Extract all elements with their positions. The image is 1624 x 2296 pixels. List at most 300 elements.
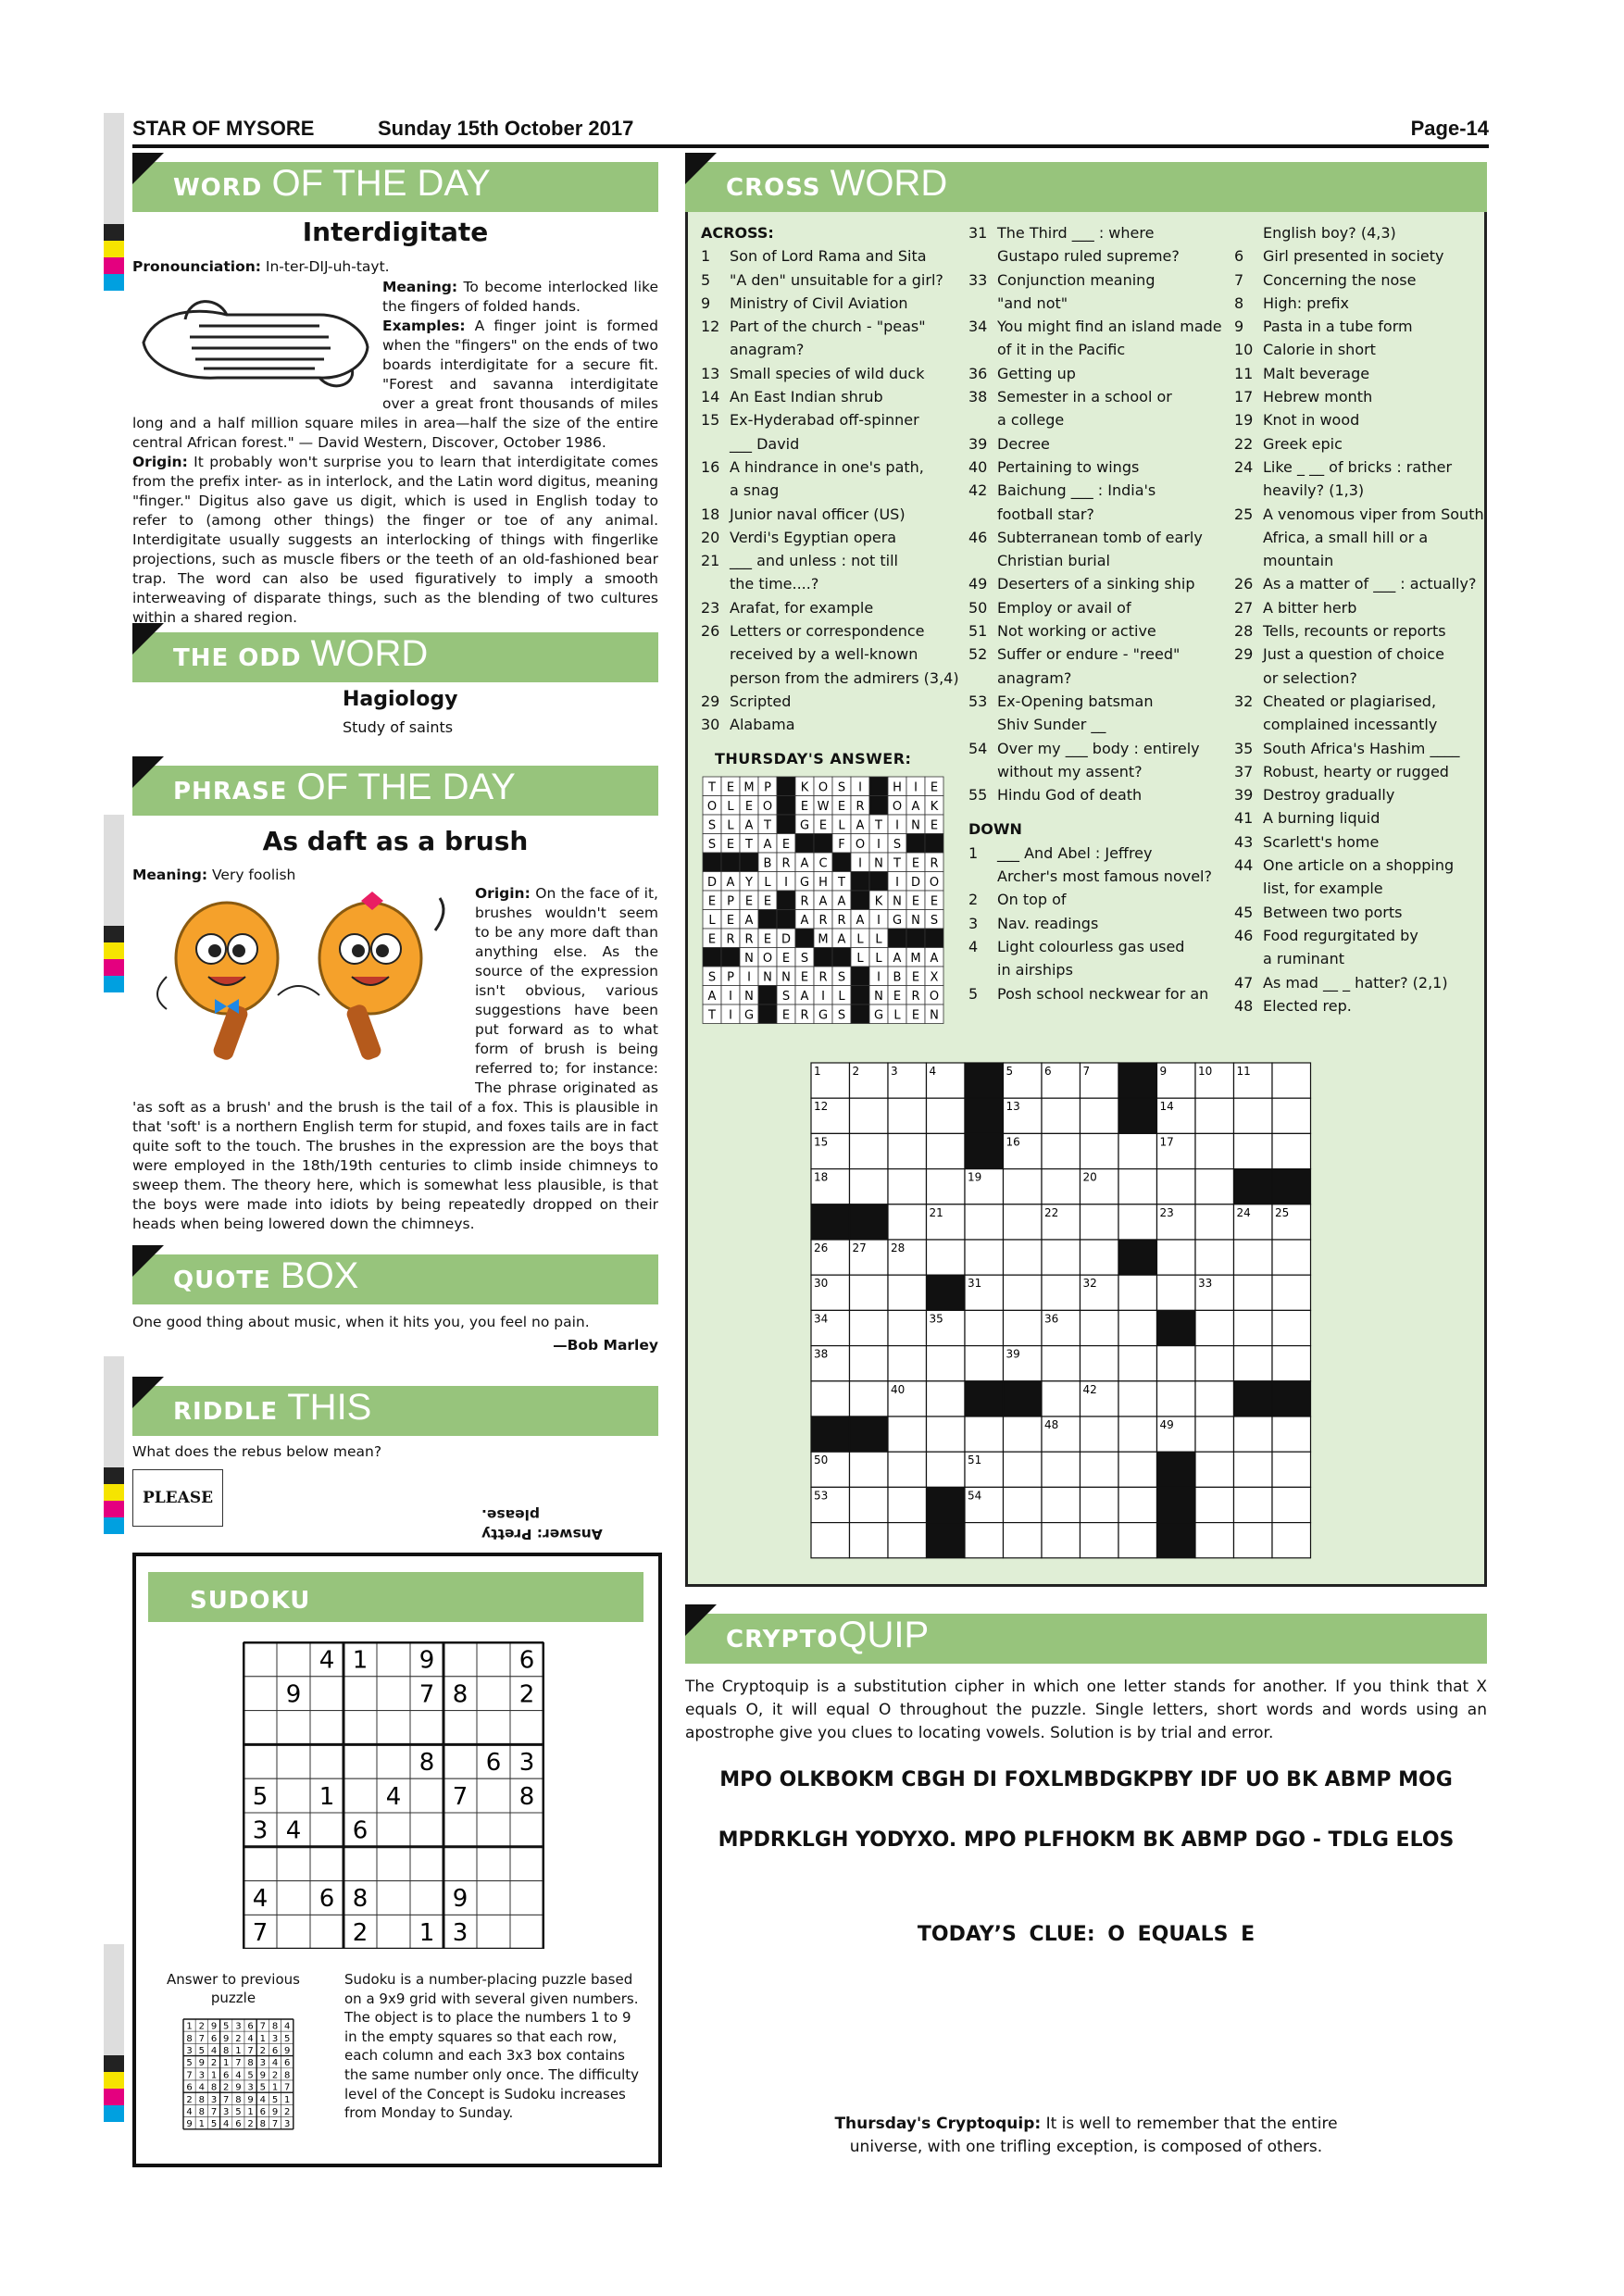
crossword-number: 33 — [1198, 1277, 1213, 1291]
crossword-cell[interactable] — [850, 1310, 889, 1345]
crossword-cell[interactable] — [927, 1133, 966, 1168]
page-number: Page-14 — [1410, 117, 1489, 140]
crossword-cell[interactable] — [1272, 1275, 1311, 1310]
odd-word-title: Hagiology — [343, 688, 458, 711]
clue-line: 32 Cheated or plagiarised, — [1234, 692, 1437, 710]
crossword-cell[interactable] — [850, 1098, 889, 1133]
crossword-cell[interactable] — [1042, 1523, 1081, 1558]
clue-line: 31 The Third ___ : where — [968, 224, 1155, 242]
clue-line: 45 Between two ports — [1234, 903, 1403, 921]
sudoku-grid[interactable] — [243, 1641, 544, 1949]
crossword-cell[interactable] — [1157, 1240, 1196, 1275]
sudoku-cell[interactable] — [244, 1847, 277, 1881]
sudoku-digit: 9 — [285, 1680, 302, 1709]
crossword-cell[interactable] — [965, 1240, 1004, 1275]
crossword-cell[interactable] — [1118, 1275, 1157, 1310]
sudoku-digit: 4 — [285, 1816, 302, 1845]
answer-cell — [758, 1004, 777, 1024]
sudoku-cell[interactable] — [477, 1778, 510, 1813]
sudoku-answer-digit: 6 — [259, 2106, 266, 2117]
answer-letter: G — [818, 1008, 829, 1023]
answer-letter: T — [893, 856, 901, 871]
crossword-cell[interactable] — [1272, 1452, 1311, 1487]
answer-letter: E — [707, 932, 717, 947]
answer-cell — [851, 986, 869, 1005]
sudoku-digit: 1 — [319, 1782, 335, 1811]
crossword-cell[interactable] — [1004, 1240, 1043, 1275]
crossword-cell[interactable] — [1272, 1133, 1311, 1168]
crossword-number: 17 — [1159, 1135, 1174, 1149]
crossword-cell[interactable] — [1004, 1416, 1043, 1452]
sudoku-cell[interactable] — [344, 1778, 377, 1813]
answer-letter: T — [875, 818, 882, 833]
sudoku-cell[interactable] — [344, 1847, 377, 1881]
clue-line: in airships — [997, 961, 1073, 980]
crossword-cell[interactable] — [1004, 1487, 1043, 1522]
sudoku-cell[interactable] — [244, 1744, 277, 1778]
answer-letter: T — [764, 818, 771, 833]
sudoku-answer-digit: 4 — [186, 2106, 193, 2117]
crossword-cell[interactable] — [1234, 1275, 1273, 1310]
crossword-cell[interactable] — [1004, 1452, 1043, 1487]
crossword-cell[interactable] — [1004, 1275, 1043, 1310]
crossword-cell[interactable] — [888, 1416, 927, 1452]
sudoku-digit: 7 — [252, 1919, 269, 1947]
clue-line: 18 Junior naval officer (US) — [701, 505, 906, 523]
sudoku-cell[interactable] — [277, 1915, 310, 1949]
crossword-cell[interactable] — [1234, 1523, 1273, 1558]
crossword-cell[interactable] — [1157, 1346, 1196, 1381]
crossword-cell[interactable] — [1234, 1310, 1273, 1345]
crossword-cell[interactable] — [1234, 1416, 1273, 1452]
sudoku-digit: 7 — [452, 1782, 468, 1811]
crossword-cell[interactable] — [888, 1487, 927, 1522]
cryptoquip-header: CRYPTOQUIP — [685, 1614, 1487, 1664]
sudoku-cell[interactable] — [277, 1847, 310, 1881]
crossword-cell[interactable] — [927, 1452, 966, 1487]
sudoku-cell[interactable] — [377, 1813, 410, 1847]
crossword-number: 21 — [929, 1205, 943, 1219]
crossword-cell[interactable] — [1042, 1346, 1081, 1381]
sudoku-answer-digit: 6 — [271, 2045, 279, 2056]
answer-cell — [888, 929, 906, 948]
crossword-cell[interactable] — [850, 1169, 889, 1204]
crossword-cell[interactable] — [1195, 1416, 1234, 1452]
sudoku-answer-digit: 1 — [186, 2021, 193, 2032]
clue-line: complained incessantly — [1263, 716, 1438, 734]
crossword-cell[interactable] — [1195, 1169, 1234, 1204]
crossword-cell[interactable] — [1118, 1169, 1157, 1204]
crossword-cell[interactable] — [1234, 1487, 1273, 1522]
crossword-cell[interactable] — [1081, 1098, 1119, 1133]
answer-letter: I — [729, 989, 732, 1004]
sudoku-answer-digit: 4 — [210, 2045, 218, 2056]
cryptoquip-intro: The Cryptoquip is a substitution cipher in which one letter stands for another. If you think that X equals O, it will equal O throughout the puzzle. Single letters, short words and words using an apostrophe give you clues to locating vowels. Solution is by trial and error. — [685, 1678, 1487, 1742]
crossword-cell[interactable] — [850, 1523, 889, 1558]
sudoku-answer-digit: 5 — [247, 2070, 254, 2081]
sudoku-cell[interactable] — [344, 1677, 377, 1711]
sudoku-cell[interactable] — [510, 1915, 543, 1949]
sudoku-answer-digit: 1 — [223, 2058, 230, 2069]
answer-letter: O — [855, 837, 866, 852]
crossword-cell[interactable] — [888, 1169, 927, 1204]
crossword-cell[interactable] — [1118, 1204, 1157, 1240]
crossword-cell[interactable] — [1004, 1204, 1043, 1240]
crossword-number: 42 — [1082, 1382, 1097, 1396]
crossword-cell[interactable] — [965, 1310, 1004, 1345]
answer-cell — [758, 986, 777, 1005]
answer-cell — [703, 948, 721, 967]
crossword-number: 35 — [929, 1312, 943, 1326]
answer-letter: E — [930, 894, 939, 909]
answer-letter: T — [708, 1008, 716, 1023]
answer-letter: E — [930, 818, 939, 833]
answer-letter: A — [726, 875, 735, 890]
crossword-cell[interactable] — [1042, 1452, 1081, 1487]
clue-line: 14 An East Indian shrub — [701, 388, 883, 406]
answer-letter: E — [781, 837, 791, 852]
crossword-cell[interactable] — [1234, 1346, 1273, 1381]
crossword-cell[interactable] — [1195, 1381, 1234, 1416]
answer-letter: G — [873, 1008, 884, 1023]
crossword-number: 3 — [891, 1065, 898, 1078]
sudoku-cell[interactable] — [377, 1677, 410, 1711]
answer-letter: L — [727, 818, 734, 833]
crossword-cell[interactable] — [927, 1169, 966, 1204]
crossword-cell[interactable] — [1272, 1487, 1311, 1522]
answer-letter: S — [837, 780, 846, 795]
answer-cell — [869, 777, 888, 796]
crossword-cell[interactable] — [1118, 1416, 1157, 1452]
crossword-cell[interactable] — [1272, 1063, 1311, 1098]
clue-line: of it in the Pacific — [997, 341, 1126, 359]
crossword-cell[interactable] — [888, 1133, 927, 1168]
crossword-cell[interactable] — [888, 1346, 927, 1381]
answer-cell — [906, 929, 925, 948]
sudoku-cell[interactable] — [443, 1642, 477, 1677]
answer-cell — [851, 967, 869, 986]
sudoku-answer-digit: 3 — [186, 2045, 193, 2056]
answer-letter: S — [800, 951, 809, 966]
crossword-cell[interactable] — [1118, 1381, 1157, 1416]
crossword-grid[interactable] — [810, 1062, 1312, 1560]
crossword-cell[interactable] — [1081, 1240, 1119, 1275]
crossword-cell[interactable] — [1081, 1452, 1119, 1487]
clue-line: 23 Arafat, for example — [701, 598, 874, 617]
crossword-cell[interactable] — [850, 1133, 889, 1168]
sudoku-cell[interactable] — [377, 1915, 410, 1949]
crossword-cell[interactable] — [1195, 1310, 1234, 1345]
sudoku-cell[interactable] — [277, 1744, 310, 1778]
sudoku-cell[interactable] — [510, 1711, 543, 1745]
crossword-cell[interactable] — [850, 1381, 889, 1416]
crossword-cell[interactable] — [1234, 1133, 1273, 1168]
crossword-number: 39 — [1006, 1347, 1020, 1361]
clue-line: 8 High: prefix — [1234, 293, 1350, 312]
crossword-cell[interactable] — [1004, 1310, 1043, 1345]
sudoku-cell[interactable] — [477, 1915, 510, 1949]
crossword-block — [1234, 1381, 1273, 1416]
crossword-cell[interactable] — [1081, 1310, 1119, 1345]
sudoku-cell[interactable] — [477, 1642, 510, 1677]
answer-letter: E — [911, 856, 920, 871]
sudoku-answer-digit: 2 — [210, 2058, 218, 2069]
crossword-cell[interactable] — [1272, 1523, 1311, 1558]
sudoku-digit: 3 — [252, 1816, 269, 1845]
sudoku-cell[interactable] — [443, 1744, 477, 1778]
clue-line: 6 Girl presented in society — [1234, 247, 1444, 266]
clue-line: 55 Hindu God of death — [968, 786, 1143, 805]
clue-line: heavily? (1,3) — [1263, 481, 1365, 500]
sudoku-cell[interactable] — [410, 1847, 443, 1881]
across-clues-col1: ACROSS: 1 Son of Lord Rama and Sita 5 "A den" unsuitable for a girl? 9 Ministry of Civil Aviation 12 Part of the church - "peas" anagram? 13 Small species of wild duck 14 An East Indian shrub 15 Ex-Hyderabad off-spinner ___ David 16 A hindrance in one's path, a snag 18 Junior naval officer (US) 20 Verdi's Egyptian opera 21 ___ and unless : not till the time....? 23 Arafat, for example 26 Letters or correspondence received by a well-known person from the admirers (3,4) 29 Scripted 30 Alabama — [701, 221, 959, 737]
crossword-cell[interactable] — [1195, 1133, 1234, 1168]
crossword-block — [1157, 1523, 1196, 1558]
answer-letter: L — [708, 913, 716, 928]
crossword-cell[interactable] — [927, 1381, 966, 1416]
sudoku-cell[interactable] — [377, 1711, 410, 1745]
sudoku-digit: 6 — [352, 1816, 369, 1845]
crossword-cell[interactable] — [1195, 1098, 1234, 1133]
crossword-cell[interactable] — [1234, 1452, 1273, 1487]
crossword-cell[interactable] — [888, 1523, 927, 1558]
sudoku-cell[interactable] — [477, 1677, 510, 1711]
sudoku-answer-digit: 1 — [235, 2045, 242, 2056]
crossword-cell[interactable] — [1157, 1169, 1196, 1204]
sudoku-cell[interactable] — [377, 1881, 410, 1915]
crossword-cell[interactable] — [1081, 1416, 1119, 1452]
clue-line: 27 A bitter herb — [1234, 598, 1357, 617]
sudoku-cell[interactable] — [510, 1881, 543, 1915]
sudoku-cell[interactable] — [310, 1744, 344, 1778]
crossword-cell[interactable] — [1157, 1275, 1196, 1310]
answer-cell — [740, 853, 758, 872]
answer-cell — [869, 872, 888, 892]
sudoku-cell[interactable] — [377, 1642, 410, 1677]
word-of-day-examples-block: Examples: A finger joint is formed when the "fingers" on the ends of two boards interdigitate for a secure fit. "Forest and savanna interdigitate over a great front thousands of miles long and a half million square miles in area—half the size of the entire central African forest." — David Western, Discover, October 1986. Origin: It probably won't surprise you to learn that interdigitate comes from the prefix inter- as in interlock, and the Latin word digitus, meaning "finger." Digitus also gave us digit, which is used in English today to refer to (among other things) the finger or toe of any animal. Interdigitate usually suggests an interlocking of things with fingerlike projections, such as muscle fibers or the teeth of an old-fashioned bear trap. The word can also be used figuratively to imply a smooth interweaving of disparate things, such as the blending of two cultures within a shared region. — [132, 318, 658, 626]
sudoku-answer-digit: 4 — [198, 2082, 205, 2093]
crossword-cell[interactable] — [1118, 1133, 1157, 1168]
crossword-cell[interactable] — [1118, 1346, 1157, 1381]
answer-letter: A — [856, 913, 865, 928]
answer-letter: H — [893, 780, 902, 795]
paper-name: STAR OF MYSORE — [132, 117, 315, 140]
crossword-cell[interactable] — [1118, 1310, 1157, 1345]
sudoku-cell[interactable] — [277, 1778, 310, 1813]
crossword-cell[interactable] — [850, 1275, 889, 1310]
crossword-cell[interactable] — [811, 1381, 850, 1416]
crossword-number: 7 — [1082, 1065, 1091, 1078]
sudoku-cell[interactable] — [510, 1813, 543, 1847]
crossword-cell[interactable] — [1042, 1133, 1081, 1168]
answer-cell — [869, 796, 888, 816]
crossword-cell[interactable] — [1272, 1098, 1311, 1133]
sudoku-cell[interactable] — [410, 1813, 443, 1847]
crossword-number: 38 — [814, 1347, 829, 1361]
crossword-cell[interactable] — [1081, 1523, 1119, 1558]
crossword-cell[interactable] — [1042, 1381, 1081, 1416]
crossword-cell[interactable] — [1157, 1381, 1196, 1416]
crossword-cell[interactable] — [1042, 1169, 1081, 1204]
crossword-cell[interactable] — [1004, 1523, 1043, 1558]
sudoku-cell[interactable] — [277, 1711, 310, 1745]
crossword-cell[interactable] — [888, 1310, 927, 1345]
sudoku-cell[interactable] — [244, 1711, 277, 1745]
sudoku-answer-digit: 7 — [235, 2058, 242, 2069]
crossword-number: 10 — [1198, 1065, 1213, 1078]
sudoku-cell[interactable] — [310, 1677, 344, 1711]
sudoku-cell[interactable] — [377, 1744, 410, 1778]
crossword-cell[interactable] — [1272, 1416, 1311, 1452]
sudoku-cell[interactable] — [310, 1915, 344, 1949]
crossword-cell[interactable] — [1195, 1346, 1234, 1381]
clue-line: English boy? (4,3) — [1263, 224, 1396, 242]
crossword-number: 9 — [1159, 1065, 1168, 1078]
crossword-cell[interactable] — [1195, 1452, 1234, 1487]
crossword-cell[interactable] — [965, 1416, 1004, 1452]
crossword-cell[interactable] — [1042, 1275, 1081, 1310]
sudoku-cell[interactable] — [310, 1813, 344, 1847]
sudoku-cell[interactable] — [410, 1881, 443, 1915]
answer-letter: I — [821, 989, 825, 1004]
sudoku-answer-digit: 1 — [210, 2070, 218, 2081]
clue-line: 20 Verdi's Egyptian opera — [701, 528, 897, 546]
crossword-cell[interactable] — [850, 1452, 889, 1487]
sudoku-answer-digit: 7 — [223, 2094, 230, 2105]
crossword-cell[interactable] — [1081, 1133, 1119, 1168]
crossword-cell[interactable] — [1118, 1523, 1157, 1558]
answer-letter: I — [877, 913, 881, 928]
clue-line: 47 As mad __ _ hatter? (2,1) — [1234, 973, 1448, 992]
sudoku-cell[interactable] — [244, 1642, 277, 1677]
crossword-cell[interactable] — [1042, 1487, 1081, 1522]
sudoku-cell[interactable] — [443, 1711, 477, 1745]
sudoku-cell[interactable] — [443, 1813, 477, 1847]
sudoku-answer-digit: 7 — [186, 2070, 193, 2081]
sudoku-cell[interactable] — [410, 1711, 443, 1745]
crossword-number: 13 — [1006, 1100, 1020, 1114]
crossword-cell[interactable] — [1272, 1240, 1311, 1275]
crossword-cell[interactable] — [1118, 1452, 1157, 1487]
clue-line: 3 Nav. readings — [968, 914, 1099, 932]
answer-letter: A — [744, 818, 754, 833]
answer-letter: S — [837, 970, 846, 985]
crossword-cell[interactable] — [1081, 1204, 1119, 1240]
sudoku-cell[interactable] — [277, 1642, 310, 1677]
answer-letter: N — [874, 856, 883, 871]
sudoku-digit: 4 — [385, 1782, 402, 1811]
crossword-cell[interactable] — [850, 1346, 889, 1381]
quote-text: One good thing about music, when it hits you, you feel no pain. — [132, 1314, 590, 1330]
answer-cell — [851, 1004, 869, 1024]
crossword-cell[interactable] — [850, 1487, 889, 1522]
answer-letter: S — [837, 1008, 846, 1023]
sudoku-answer-grid — [182, 2018, 295, 2131]
crossword-cell[interactable] — [888, 1204, 927, 1240]
answer-letter: R — [911, 989, 920, 1004]
clue-line: ___ David — [730, 434, 800, 453]
crossword-cell[interactable] — [1042, 1098, 1081, 1133]
clue-line: 46 Subterranean tomb of early — [968, 528, 1203, 546]
crossword-number: 31 — [968, 1277, 982, 1291]
sudoku-cell[interactable] — [443, 1847, 477, 1881]
crossword-cell[interactable] — [1272, 1310, 1311, 1345]
cryptoquip-previous: Thursday's Cryptoquip: It is well to remember that the entire universe, with one trifling exception, is composed of others. — [834, 2115, 1338, 2156]
crossword-cell[interactable] — [811, 1523, 850, 1558]
sudoku-cell[interactable] — [477, 1847, 510, 1881]
clue-line: Shiv Sunder __ — [997, 716, 1106, 734]
crossword-header: CROSS WORD — [685, 162, 1487, 212]
sudoku-cell[interactable] — [477, 1881, 510, 1915]
sudoku-cell[interactable] — [510, 1847, 543, 1881]
crossword-cell[interactable] — [927, 1098, 966, 1133]
crossword-cell[interactable] — [1081, 1346, 1119, 1381]
clue-line: 28 Tells, recounts or reports — [1234, 622, 1446, 641]
answer-letter: L — [838, 989, 845, 1004]
crossword-cell[interactable] — [1272, 1346, 1311, 1381]
crossword-cell[interactable] — [888, 1452, 927, 1487]
crossword-cell[interactable] — [1195, 1204, 1234, 1240]
answer-letter: D — [706, 875, 718, 890]
sudoku-cell[interactable] — [277, 1881, 310, 1915]
crossword-cell[interactable] — [1081, 1487, 1119, 1522]
sudoku-cell[interactable] — [344, 1711, 377, 1745]
sudoku-cell[interactable] — [477, 1813, 510, 1847]
riddle-header: RIDDLE THIS — [132, 1386, 658, 1436]
crossword-cell[interactable] — [1004, 1169, 1043, 1204]
crossword-cell[interactable] — [927, 1346, 966, 1381]
crossword-cell[interactable] — [927, 1416, 966, 1452]
sudoku-cell[interactable] — [344, 1744, 377, 1778]
odd-word-meaning: Study of saints — [343, 718, 454, 736]
sudoku-answer-digit: 2 — [235, 2033, 242, 2044]
crossword-cell[interactable] — [1195, 1487, 1234, 1522]
crossword-cell[interactable] — [888, 1098, 927, 1133]
sudoku-answer-digit: 3 — [210, 2094, 218, 2105]
sudoku-cell[interactable] — [377, 1847, 410, 1881]
crossword-cell[interactable] — [1118, 1487, 1157, 1522]
answer-letter: N — [874, 989, 883, 1004]
sudoku-cell[interactable] — [310, 1847, 344, 1881]
clue-line: 12 Part of the church - "peas" — [701, 318, 926, 336]
sudoku-cell[interactable] — [310, 1711, 344, 1745]
answer-letter: R — [930, 856, 939, 871]
crossword-cell[interactable] — [965, 1523, 1004, 1558]
sudoku-cell[interactable] — [244, 1677, 277, 1711]
crossword-cell[interactable] — [927, 1240, 966, 1275]
crossword-cell[interactable] — [965, 1204, 1004, 1240]
answer-letter: L — [856, 932, 864, 947]
crossword-cell[interactable] — [1195, 1240, 1234, 1275]
answer-letter: D — [910, 875, 921, 890]
crossword-cell[interactable] — [965, 1346, 1004, 1381]
registration-bar — [104, 815, 124, 992]
answer-letter: O — [929, 989, 940, 1004]
answer-letter: A — [837, 894, 846, 909]
answer-letter: D — [781, 932, 792, 947]
crossword-cell[interactable] — [1234, 1240, 1273, 1275]
clue-line: 42 Baichung ___ : India's — [968, 481, 1156, 500]
crossword-cell[interactable] — [1042, 1240, 1081, 1275]
sudoku-cell[interactable] — [477, 1711, 510, 1745]
crossword-number: 28 — [891, 1242, 906, 1254]
crossword-cell[interactable] — [888, 1275, 927, 1310]
crossword-cell[interactable] — [1195, 1523, 1234, 1558]
answer-cell — [777, 891, 795, 910]
crossword-cell[interactable] — [1234, 1098, 1273, 1133]
sudoku-cell[interactable] — [410, 1778, 443, 1813]
sudoku-answer-digit: 3 — [235, 2021, 242, 2032]
